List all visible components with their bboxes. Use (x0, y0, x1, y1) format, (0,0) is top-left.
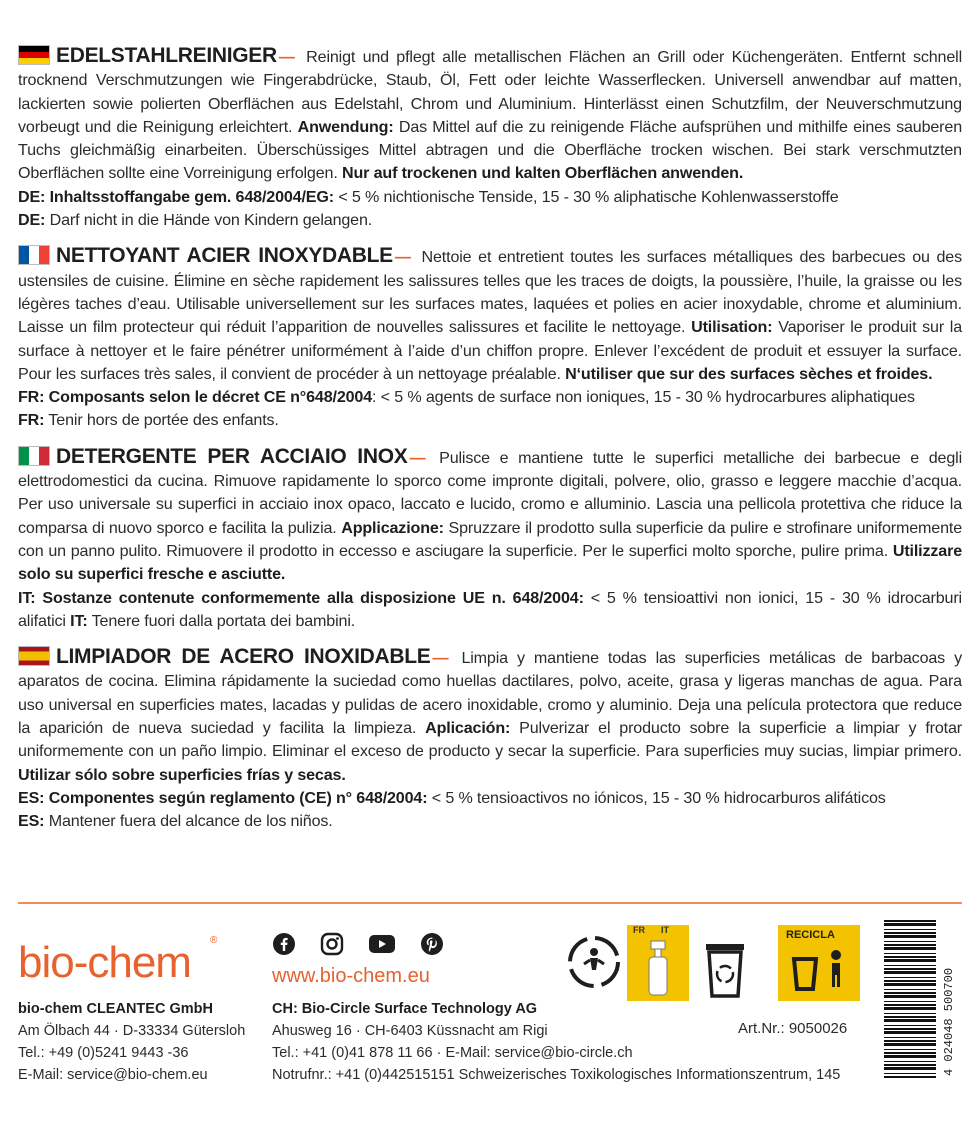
company-name-ch: CH: Bio-Circle Surface Technology AG (272, 1001, 538, 1017)
safety-prefix: DE: (18, 211, 46, 230)
facebook-icon[interactable] (272, 932, 296, 961)
germany-flag-icon (18, 45, 50, 65)
recycle-bin-icon (700, 940, 750, 1005)
pinterest-icon[interactable] (420, 932, 444, 961)
ingredients-text: < 5 % tensioactivos no iónicos, 15 - 30 % hidrocarburos alifáticos (431, 788, 886, 807)
usage-label: Applicazione: (341, 518, 444, 537)
spain-flag-icon (18, 646, 50, 666)
safety-line (18, 810, 962, 833)
safety-line (18, 209, 962, 232)
footer-divider (18, 902, 962, 904)
safety-prefix: IT: (70, 611, 88, 630)
ingredients-text: : < 5 % agents de surface non ioniques, 15 - 30 % hydrocarbures aliphatiques (372, 388, 915, 407)
safety-prefix: FR: (18, 411, 45, 430)
recicla-label: RECICLA (786, 929, 835, 941)
section-de-text (18, 44, 962, 186)
ingredients-text: < 5 % tensioattivi non ionici, 15 - 30 % idrocarburi alifatici (18, 588, 962, 630)
company-name-de: bio-chem CLEANTEC GmbH (18, 1001, 213, 1017)
warning-text: Nur auf trockenen und kalten Oberflächen anwenden. (342, 164, 744, 183)
section-title: LIMPIADOR DE ACERO INOXIDABLE (56, 645, 431, 669)
triman-fr-label: FR (633, 925, 645, 935)
product-description (18, 44, 962, 846)
ingredients-line (18, 587, 962, 634)
safety-line (18, 409, 962, 432)
title-dash: — (409, 448, 426, 467)
intro-text: Pulisce e mantiene tutte le superfici metalliche dei barbecue e degli elettrodomestici da cucina. Rimuove rapidamente lo sporco come impronte digitali, polvere, olio, grasso e leggere macchie d’acqua. Per uso universale su superfici in acciaio inox opaco, laccato e lucido, cromo e alluminio. Lascia una pellicola protettiva che riduce la comparsa di nuovo sporco e facilita la pulizia. (18, 448, 962, 537)
section-es (18, 645, 962, 833)
barcode-number: 4 024048 500700 (942, 967, 956, 1076)
usage-label: Aplicación: (425, 719, 511, 738)
section-it (18, 445, 962, 633)
youtube-icon[interactable] (368, 932, 396, 961)
recicla-badge (778, 925, 860, 1001)
barcode (884, 920, 936, 1078)
safety-text: Tenere fuori dalla portata dei bambini. (91, 611, 356, 630)
phone-de: Tel.: +49 (0)5241 9443 -36 (18, 1045, 189, 1061)
usage-text: Das Mittel auf die zu reinigende Fläche aufsprühen und mithilfe eines sauberen Tuchs gleichmäßig einarbeiten. Überschüssiges Mittel abtragen und die Oberfläche trocken wischen. Bei stark verschmutzten Oberflächen sollte eine Vorreinigung erfolgen. (18, 117, 962, 183)
section-title: DETERGENTE PER ACCIAIO INOX (56, 444, 408, 468)
ingredients-label: ES: Componentes según reglamento (CE) n° 648/2004: (18, 788, 428, 807)
title-dash: — (394, 248, 411, 267)
ingredients-line (18, 186, 962, 209)
social-icons (272, 932, 444, 961)
recicla-bin-icon (786, 947, 852, 995)
warning-text: N‘utiliser que sur des surfaces sèches et froides. (565, 364, 933, 383)
section-es-text (18, 645, 962, 787)
bio-chem-logo: bio-chem (18, 938, 191, 987)
phone-ch: Tel.: +41 (0)41 878 11 66 · E-Mail: service@bio-circle.ch (272, 1045, 633, 1061)
instagram-icon[interactable] (320, 932, 344, 961)
usage-text: Pulverizar el producto sobre la superficie a limpiar y frotar uniformemente con un paño limpio. Eliminar el exceso de producto y secar la superficie. Para superficies muy sucias, limpiar primero. (18, 719, 963, 761)
article-number: Art.Nr.: 9050026 (738, 1020, 848, 1037)
section-it-text (18, 445, 962, 587)
street-ch: Ahusweg 16 · CH-6403 Küssnacht am Rigi (272, 1023, 548, 1039)
section-fr (18, 244, 962, 432)
section-fr-text (18, 244, 962, 386)
section-title: NETTOYANT ACIER INOXYDABLE (56, 244, 393, 268)
ingredients-line (18, 386, 962, 409)
warning-text: Utilizzare solo su superfici fresche e asciutte. (18, 541, 962, 584)
intro-text: Nettoie et entretient toutes les surfaces métalliques des barbecues ou des ustensiles de cuisine. Élimine en sèche rapidement les salissures telles que les traces de doigts, la poussière, l’huile, la graisse ou les légères taches d’eau. Utilisable universellement sur les surfaces mates, laquées et polies en acier inoxydable, chrome et aluminium. Laisse un film protecteur qui réduit l’apparition de nouvelles salissures et facilite le nettoyage. (18, 248, 962, 337)
triman-it-label: IT (661, 925, 669, 935)
website-link[interactable]: www.bio-chem.eu (272, 965, 430, 987)
section-title: EDELSTAHLREINIGER (56, 44, 277, 67)
ingredients-label: FR: Composants selon le décret CE n°648/2004 (18, 388, 373, 407)
safety-text: Mantener fuera del alcance de los niños. (48, 812, 333, 831)
ingredients-label: IT: Sostanze contenute conformemente alla disposizione UE n. 648/2004: (18, 588, 584, 607)
ingredients-label: DE: Inhaltsstoffangabe gem. 648/2004/EG: (18, 187, 334, 206)
france-flag-icon (18, 245, 50, 265)
ingredients-line (18, 787, 962, 810)
section-de (18, 44, 962, 232)
usage-text: Spruzzare il prodotto sulla superficie da pulire e strofinare uniformemente con un panno pulito. Rimuovere il prodotto in eccesso e asciugare la superficie. Per le superfici molto sporche, pulire prima. (18, 518, 963, 560)
address-de (18, 998, 245, 1086)
usage-label: Utilisation: (691, 318, 773, 337)
logo-registered-mark: ® (210, 935, 218, 946)
title-dash: — (432, 649, 449, 668)
triman-info-box (627, 925, 689, 1001)
safety-text: Darf nicht in die Hände von Kindern gelangen. (49, 211, 373, 230)
email-de: E-Mail: service@bio-chem.eu (18, 1067, 208, 1083)
emergency-ch: Notrufnr.: +41 (0)442515151 Schweizerisches Toxikologisches Informationszentrum, 145 (272, 1067, 841, 1083)
title-dash: — (278, 48, 295, 66)
street-de: Am Ölbach 44 · D-33334 Gütersloh (18, 1023, 246, 1039)
italy-flag-icon (18, 446, 50, 466)
intro-text: Reinigt und pflegt alle metallischen Flächen an Grill oder Küchengeräten. Entfernt schnell trocknend Verschmutzungen wie Fingerabdrücke, Staub, Öl, Fett oder leichte Wasserflecken. Universell anwendbar auf matten, lackierten sowie polierten Oberflächen aus Edelstahl, Chrom und Aluminium. Hinterlässt einen Schutzfilm, der Neuverschmutzung vorbeugt und die Reinigung erleichtert. (18, 48, 963, 136)
address-ch (272, 998, 840, 1086)
ingredients-text: < 5 % nichtionische Tenside, 15 - 30 % aliphatische Kohlenwasserstoffe (338, 187, 839, 206)
safety-text: Tenir hors de portée des enfants. (48, 411, 279, 430)
usage-label: Anwendung: (297, 117, 394, 136)
triman-recycle-icon (566, 934, 622, 995)
spray-bottle-icon (639, 939, 679, 997)
usage-text: Vaporiser le produit sur la surface à nettoyer et le faire pénétrer uniformément à l’aide d’un chiffon propre. Enlever l’excédent de produit et essuyer la surface. Pour les surfaces très sales, il convient de procéder à un nettoyage préalable. (18, 318, 963, 383)
warning-text: Utilizar sólo sobre superficies frías y secas. (18, 765, 346, 784)
intro-text: Limpia y mantiene todas las superficies metálicas de barbacoas y aparatos de cocina. Elimina rápidamente la suciedad como huellas dactilares, polvo, aceite, grasa y ligeras manchas de agua. Para uso universal en superficies mates, lacadas y pulidas de acero inoxidable, cromo y aluminio. Deja una película protectora que reduce la aparición de nueva suciedad y facilita la limpieza. (18, 649, 962, 738)
safety-prefix: ES: (18, 812, 45, 831)
